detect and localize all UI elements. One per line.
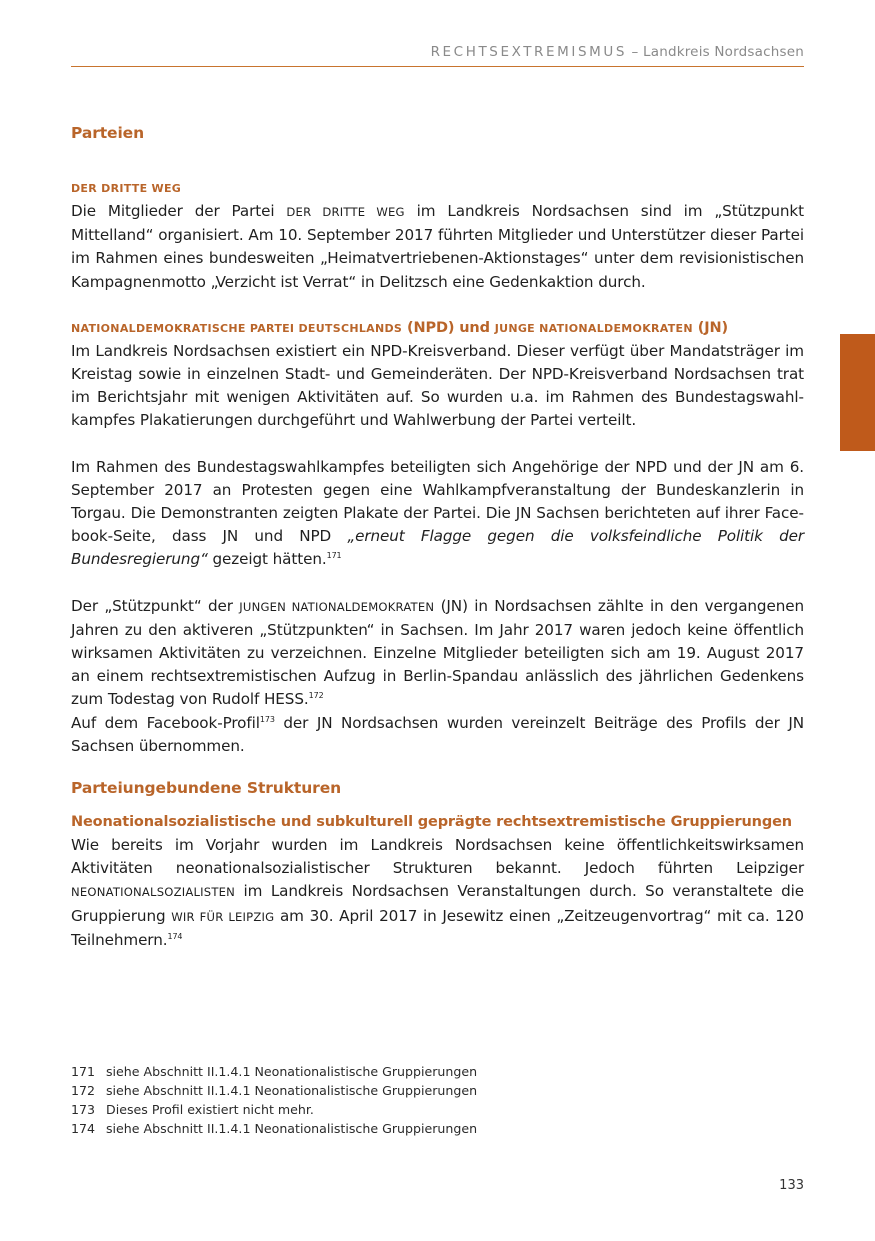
para-npd-2	[71, 456, 804, 572]
footnote-number: 171	[71, 1064, 96, 1079]
para-text: (JN) in Nordsachsen zählte in den vergangenen Jahren zu den aktiveren „Stützpunkten“ in Sachsen. Im Jahr 2017 waren jedoch keine öffentlich wirksamen Aktivitäten zu verzeichnen. Einzelne Mitglieder beteiligten sich am 19. August 2017 an einem rechtsextremistischen Aufzug in Berlin-Spandau anlässlich des jährlichen Gedenkens zum Todestag von Rudolf HESS.	[71, 596, 805, 709]
footnote-item	[71, 1081, 804, 1100]
heading-neonazi-gruppierungen: Neonationalsozialistische und subkulturell geprägte rechtsextremistische Gruppierungen	[71, 814, 792, 831]
footnote-item	[71, 1062, 804, 1081]
party-name-smallcaps: DER DRITTE WEG	[286, 205, 405, 219]
heading-jn-name: JUNGE NATIONALDEMOKRATEN	[494, 321, 693, 335]
heading-parteien: Parteien	[71, 124, 145, 142]
para-text: Auf dem Facebook-Profil	[71, 713, 260, 732]
org-name-smallcaps: JUNGEN NATIONALDEMOKRATEN	[239, 599, 435, 614]
heading-jn-text: (JN)	[692, 319, 728, 336]
para-text: der JN Nordsachsen wurden vereinzelt Beiträge des Profils der JN Sachsen übernommen.	[71, 713, 804, 755]
para-text: Der „Stützpunkt“ der	[71, 596, 240, 615]
main-content	[71, 121, 804, 952]
heading-npd-name: NATIONALDEMOKRATISCHE PARTEI DEUTSCHLANDS	[71, 321, 403, 335]
para-text: im Landkreis Nordsachsen Veranstaltungen durch. So veranstaltete die Gruppierung	[71, 882, 804, 925]
group-smallcaps: NEONATIONALSOZIALISTEN	[71, 885, 236, 900]
para-text: gezeigt hätten.	[207, 550, 327, 569]
footnote-ref-171[interactable]: 171	[326, 551, 342, 561]
page-number: 133	[779, 1178, 804, 1193]
para-npd-1: Im Landkreis Nordsachsen existiert ein NPD-Kreisverband. Dieser verfügt über Mandatsträger im Kreistag sowie in einzelnen Stadt- und Gemeinderäten. Der NPD-Kreisverband Nordsachsen trat im Berichtsjahr mit wenigen Aktivitäten auf. So wurden u.a. im Rahmen des Bundestagswahlkampfes Plakatierungen durchgeführt und Wahlwerbung der Partei verteilt.	[71, 341, 804, 430]
para-text: am 30. April 2017 in Jesewitz einen „Zeitzeugenvortrag“ mit ca. 120 Teilnehmern.	[71, 906, 804, 949]
para-text: im Landkreis Nordsachsen sind im „Stützpunkt Mittelland“ organisiert. Am 10. September 2017 führten Mitglieder und Unterstützer dieser Partei im Rahmen eines bundesweiten „Heimatvertriebenen-Aktionstages“ unter dem revisionistischen Kampagnenmotto „Verzicht ist Verrat“ in Delitzsch eine Gedenkaktion durch.	[71, 202, 804, 291]
footnote-number: 172	[71, 1083, 96, 1098]
quote-italic: „erneut Flagge gegen die volksfeindliche Politik der Bundesregierung“	[71, 527, 804, 569]
footnote-ref-172[interactable]: 172	[308, 691, 324, 701]
heading-npd-jn	[71, 317, 804, 340]
heading-dritte-weg	[71, 177, 804, 200]
footnote-ref-173[interactable]: 173	[259, 714, 275, 724]
para-npd-4	[71, 712, 804, 758]
heading-dritte-weg-text: DER DRITTE WEG	[71, 182, 182, 195]
para-text: Im Rahmen des Bundestagswahlkampfes beteiligten sich Angehörige der NPD und der JN am 6. September 2017 an Protesten gegen eine Wahlkampfveranstaltung der Bundeskanzlerin in Torgau. Die Demonstranten zeigten Plakate der Partei. Die JN Sachsen berichteten auf ihrer Facebook-Seite, dass JN und NPD	[71, 457, 804, 546]
footnote-text: siehe Abschnitt II.1.4.1 Neonationalistische Gruppierungen	[106, 1083, 478, 1098]
header-title-caps: RECHTSEXTREMISMUS	[430, 44, 628, 60]
footnotes	[71, 1062, 804, 1138]
para-text: Die Mitglieder der Partei	[71, 202, 287, 220]
heading-strukturen: Parteiungebundene Strukturen	[71, 779, 342, 798]
heading-npd-text: (NPD) und	[402, 319, 495, 336]
running-header	[71, 44, 804, 67]
para-text: Wie bereits im Vorjahr wurden im Landkreis Nordsachsen keine öffentlichkeitswirksamen Aktivitäten neonationalsozialistischer Strukturen bekannt. Jedoch führten Leipziger	[71, 836, 804, 878]
footnote-item	[71, 1119, 804, 1138]
footnote-number: 173	[71, 1102, 96, 1117]
para-strukturen	[71, 834, 804, 952]
footnote-item	[71, 1100, 804, 1119]
footnote-ref-174[interactable]: 174	[167, 931, 183, 941]
header-title-rest: – Landkreis Nordsachsen	[627, 44, 804, 60]
footnote-number: 174	[71, 1121, 96, 1136]
footnote-text: siehe Abschnitt II.1.4.1 Neonationalistische Gruppierungen	[106, 1121, 478, 1136]
para-dritte-weg	[71, 200, 804, 294]
group-name-smallcaps: WIR FÜR LEIPZIG	[171, 909, 275, 924]
para-npd-3	[71, 595, 804, 712]
footnote-text: Dieses Profil existiert nicht mehr.	[106, 1102, 314, 1117]
chapter-tab-marker	[840, 334, 875, 451]
footnote-text: siehe Abschnitt II.1.4.1 Neonationalistische Gruppierungen	[106, 1064, 478, 1079]
